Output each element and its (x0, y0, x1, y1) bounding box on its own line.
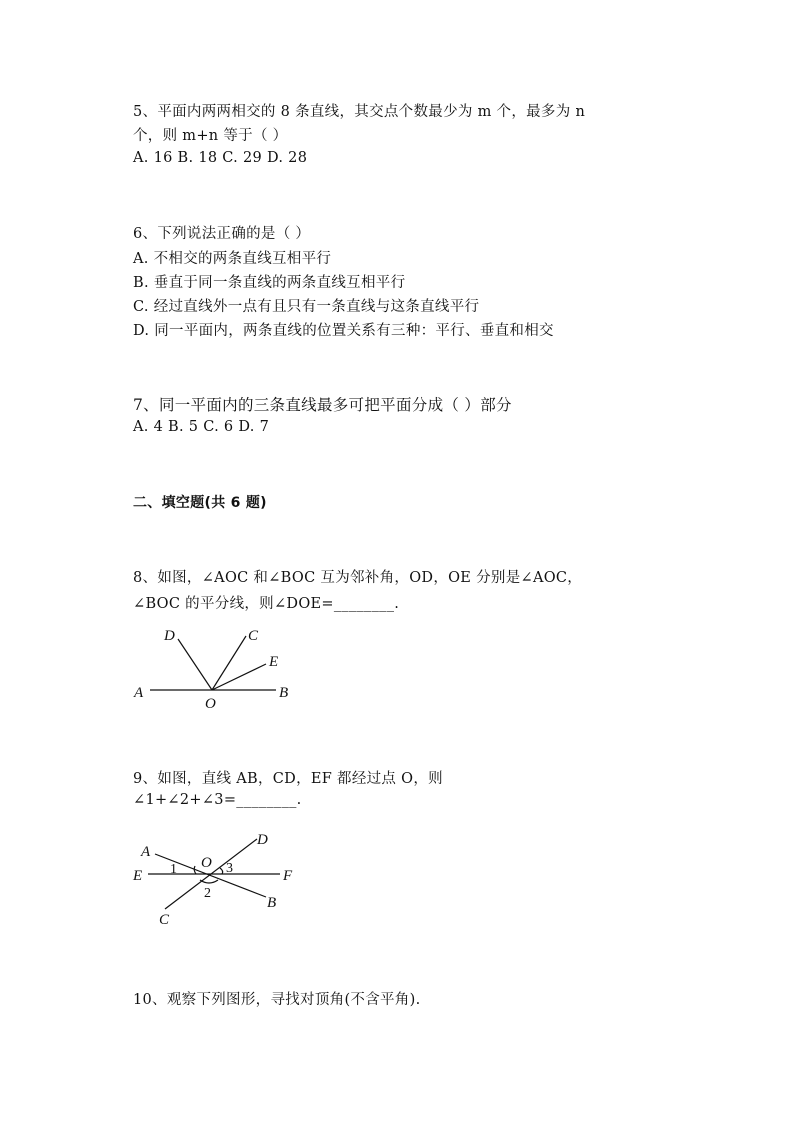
q6-option-d: D. 同一平面内，两条直线的位置关系有三种：平行、垂直和相交 (133, 323, 554, 339)
q5-line-2: 个，则 m+n 等于（ ） (133, 128, 288, 144)
q5-line-1: 5、平面内两两相交的 8 条直线，其交点个数最少为 m 个，最多为 n (133, 104, 586, 120)
q7-stem: 7、同一平面内的三条直线最多可把平面分成（ ）部分 (133, 396, 512, 414)
q8-label-b: B (279, 685, 289, 701)
q7-options: A. 4 B. 5 C. 6 D. 7 (133, 419, 270, 435)
q9-label-2: 2 (204, 886, 211, 901)
q9-label-b: B (267, 895, 277, 911)
q9-angle-2-arc (200, 880, 218, 883)
q8-label-o: O (205, 696, 216, 712)
q9-line-ab (155, 854, 266, 897)
section-title: 二、填空题(共 6 题) (133, 495, 267, 511)
q8-line-1: 8、如图，∠AOC 和∠BOC 互为邻补角，OD，OE 分别是∠AOC， (133, 570, 583, 586)
q8-label-a: A (134, 685, 144, 701)
q9-line-cd (165, 839, 257, 909)
q8-ray-oe (212, 664, 266, 690)
q9-line-2: ∠1+∠2+∠3=________. (133, 792, 302, 808)
q8-ray-od (178, 639, 212, 690)
q9-label-a: A (141, 844, 151, 860)
q9-label-c: C (159, 912, 170, 928)
q9-line-1: 9、如图，直线 AB，CD，EF 都经过点 O，则 (133, 771, 443, 787)
q9-label-1: 1 (170, 862, 177, 877)
q6-option-a: A. 不相交的两条直线互相平行 (133, 251, 332, 267)
q8-label-e: E (269, 654, 279, 670)
q8-ray-oc (212, 636, 246, 690)
q9-label-d: D (257, 832, 268, 848)
q9-label-o: O (201, 855, 212, 871)
q8-label-d: D (164, 628, 175, 644)
q9-angle-3-arc (220, 868, 223, 874)
q9-label-e: E (133, 868, 143, 884)
q9-angle-1-arc (194, 866, 196, 874)
q5-options: A. 16 B. 18 C. 29 D. 28 (133, 150, 308, 166)
q8-label-c: C (248, 628, 259, 644)
q9-label-3: 3 (226, 861, 233, 876)
q6-option-c: C. 经过直线外一点有且只有一条直线与这条直线平行 (133, 299, 480, 315)
q6-stem: 6、下列说法正确的是（ ） (133, 226, 311, 242)
q10-stem: 10、观察下列图形，寻找对顶角(不含平角). (133, 992, 421, 1008)
q8-line-2: ∠BOC 的平分线，则∠DOE=________. (133, 596, 400, 612)
q9-label-f: F (283, 868, 293, 884)
q6-option-b: B. 垂直于同一条直线的两条直线互相平行 (133, 275, 406, 291)
